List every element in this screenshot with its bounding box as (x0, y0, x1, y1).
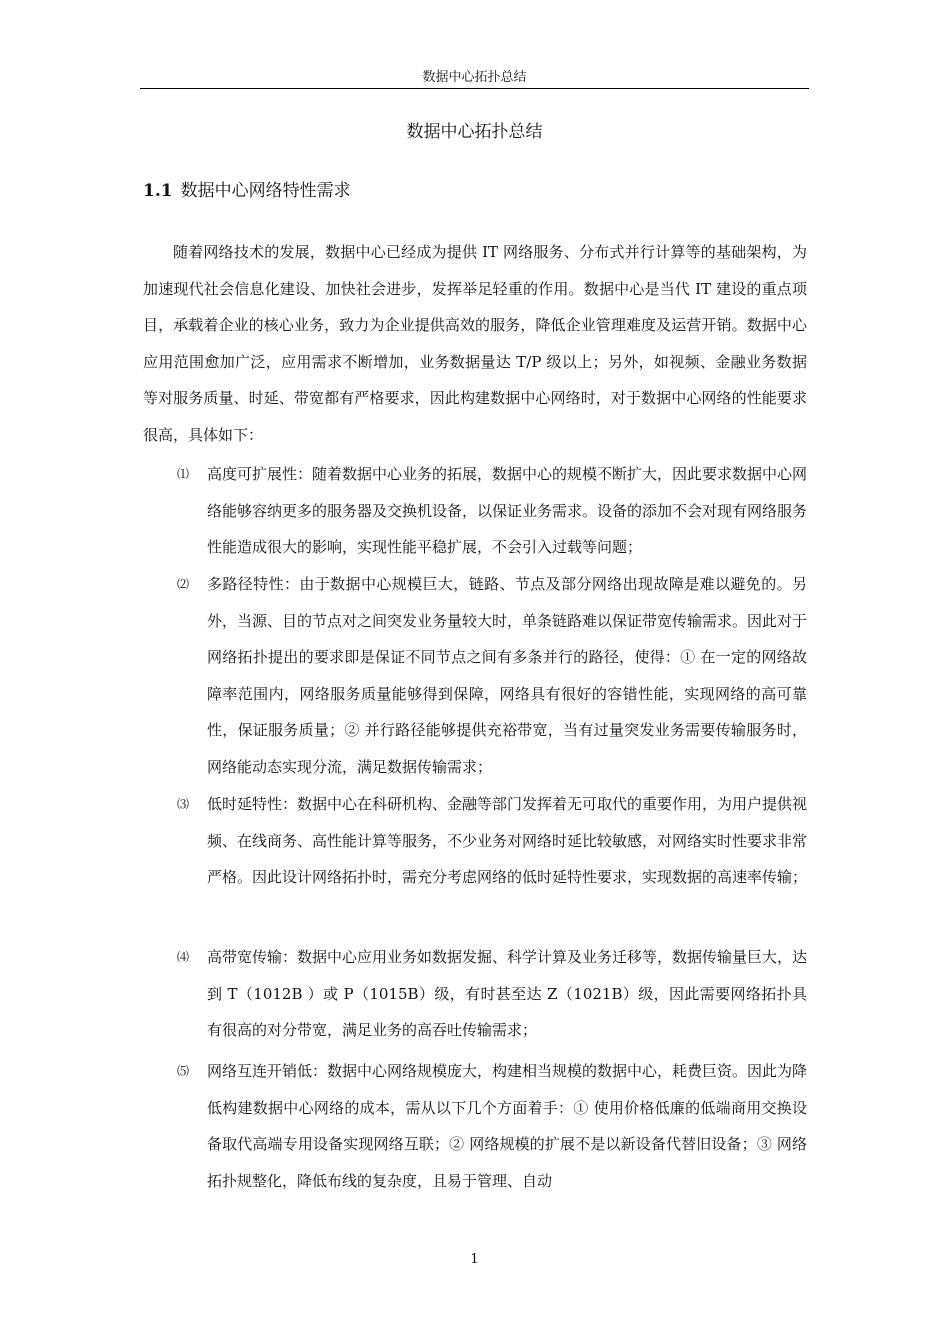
list-item (143, 786, 807, 896)
section-title: 数据中心网络特性需求 (180, 181, 351, 201)
list-item-text: 多路径特性：由于数据中心规模巨大，链路、节点及部分网络出现故障是难以避免的。另外，当源、目的节点对之间突发业务量较大时，单条链路难以保证带宽传输需求。因此对于网络拓扑提出的要求即是保证不同节点之间有多条并行的路径，使得：① 在一定的网络故障率范围内，网络服务质量能够得到保障，网络具有很好的容错性能，实现网络的高可靠性，保证服务质量；② 并行路径能够提供充裕带宽，当有过量突发业务需要传输服务时，网络能动态实现分流，满足数据传输需求； (207, 575, 808, 776)
intro-paragraph: 随着网络技术的发展，数据中心已经成为提供 IT 网络服务、分布式并行计算等的基础架构，为加速现代社会信息化建设、加快社会进步，发挥举足轻重的作用。数据中心是当代 IT 建设的重点项目，承载着企业的核心业务，致力为企业提供高效的服务，降低企业管理难度及运营开销。数据中心应用范围愈加广泛，应用需求不断增加，业务数据量达 T/P 级以上；另外，如视频、金融业务数据等对服务质量、时延、带宽都有严格要求，因此构建数据中心网络时，对于数据中心网络的性能要求很高，具体如下： (143, 243, 807, 444)
list-item-number: ⑵ (177, 577, 190, 591)
list-item-text: 网络互连开销低：数据中心网络规模庞大，构建相当规模的数据中心，耗费巨资。因此为降低构建数据中心网络的成本，需从以下几个方面着手：① 使用价格低廉的低端商用交换设备取代高端专用设备实现网络互联；② 网络规模的扩展不是以新设备代替旧设备；③ 网络拓扑规整化，降低布线的复杂度，且易于管理、自动 (207, 1062, 808, 1190)
list-item (143, 566, 807, 785)
document-title: 数据中心拓扑总结 (406, 122, 543, 142)
list-item-number: ⑸ (177, 1064, 190, 1078)
list-item-text: 低时延特性：数据中心在科研机构、金融等部门发挥着无可取代的重要作用，为用户提供视频、在线商务、高性能计算等服务，不少业务对网络时延比较敏感，对网络实时性要求非常严格。因此设计网络拓扑时，需充分考虑网络的低时延特性要求，实现数据的高速率传输； (207, 795, 808, 886)
header-rule (140, 88, 809, 89)
list-item (143, 456, 807, 566)
page-number: 1 (470, 1252, 479, 1267)
section-heading (143, 180, 351, 202)
list-item (143, 1053, 807, 1199)
list-item-number: ⑷ (177, 950, 190, 964)
list-item-text: 高带宽传输：数据中心应用业务如数据发掘、科学计算及业务迁移等，数据传输量巨大，达到 T（1012B ）或 P（1015B）级，有时甚至达 Z（1021B）级，因此需要网络拓扑具有很高的对分带宽，满足业务的高吞吐传输需求； (207, 948, 808, 1039)
page-header: 数据中心拓扑总结 (422, 70, 527, 85)
section-number: 1.1 (143, 181, 173, 201)
list-item-number: ⑶ (177, 797, 190, 811)
list-item-number: ⑴ (177, 467, 190, 481)
list-item (143, 939, 807, 1049)
list-item-text: 高度可扩展性：随着数据中心业务的拓展，数据中心的规模不断扩大，因此要求数据中心网络能够容纳更多的服务器及交换机设备，以保证业务需求。设备的添加不会对现有网络服务性能造成很大的影响，实现性能平稳扩展，不会引入过载等问题； (207, 465, 808, 556)
